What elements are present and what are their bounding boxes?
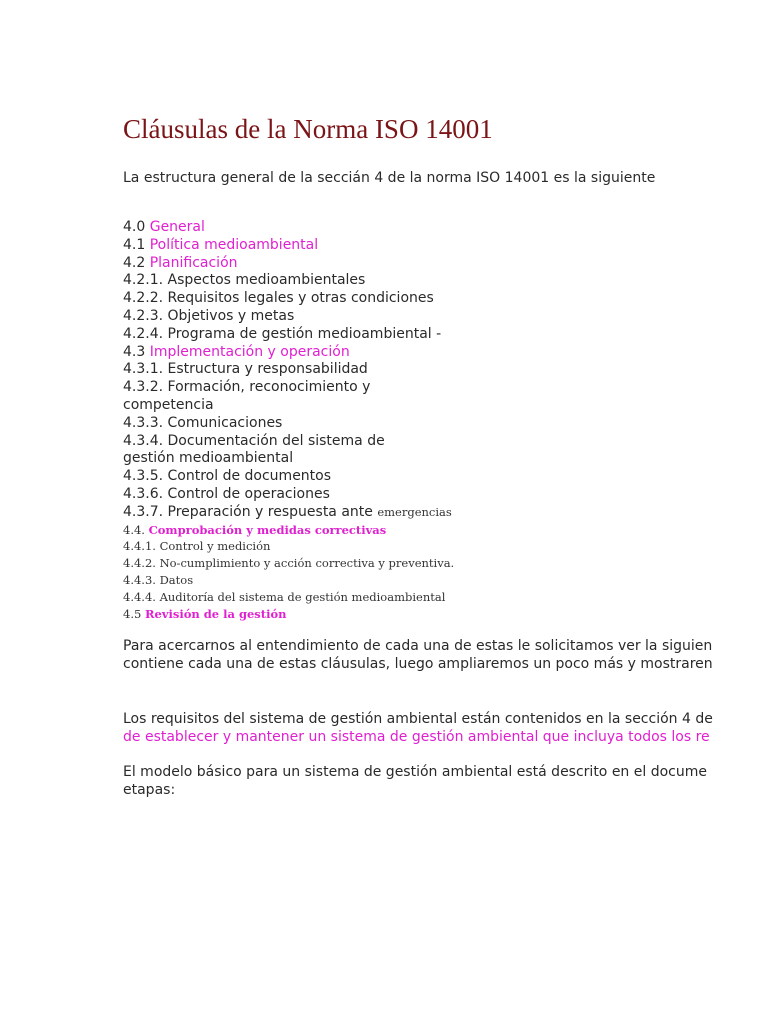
clause-heading: Política medioambiental <box>149 236 319 253</box>
clause-4-4 <box>123 522 483 539</box>
clause-4-4-3: 4.4.3. Datos <box>123 572 194 587</box>
clause-4-3-4: 4.3.4. Documentación del sistema de gestión medioambiental <box>123 432 385 467</box>
paragraph-line: Para acercarnos al entendimiento de cada una de estas le solicitamos ver la siguien <box>123 638 713 654</box>
intro-text: La estructura general de la seccián 4 de la norma ISO 14001 es la siguiente <box>123 170 656 186</box>
paragraph-model <box>123 763 707 799</box>
clause-4-5 <box>123 606 483 623</box>
clause-number: 4.5 <box>123 606 145 621</box>
clause-4-3-6: 4.3.6. Control de operaciones <box>123 485 330 502</box>
document-title: Cláusulas de la Norma ISO 14001 <box>123 114 493 144</box>
clause-4-3 <box>123 344 483 362</box>
clause-heading: Implementación y operación <box>149 343 350 360</box>
clause-4-2-2: 4.2.2. Requisitos legales y otras condiciones <box>123 290 434 307</box>
clause-4-0 <box>123 219 483 237</box>
clause-4-3-2: 4.3.2. Formación, reconocimiento y competencia <box>123 379 371 413</box>
clause-4-4-4: 4.4.4. Auditoría del sistema de gestión medioambiental <box>123 589 446 604</box>
clause-4-2-3: 4.2.3. Objetivos y metas <box>123 307 295 324</box>
clause-number: 4.4. <box>123 522 149 537</box>
clause-4-2-1: 4.2.1. Aspectos medioambientales <box>123 272 366 289</box>
clause-4-3-3: 4.3.3. Comunicaciones <box>123 414 283 431</box>
clause-4-3-5: 4.3.5. Control de documentos <box>123 468 332 485</box>
paragraph-line: Los requisitos del sistema de gestión ambiental están contenidos en la sección 4 de <box>123 711 713 727</box>
clause-4-4-2: 4.4.2. No-cumplimiento y acción correctiva y preventiva. <box>123 556 455 571</box>
paragraph-highlight-line: de establecer y mantener un sistema de gestión ambiental que incluya todos los re <box>123 729 710 745</box>
paragraph-line: contiene cada una de estas cláusulas, luego ampliaremos un poco más y mostraren <box>123 656 713 672</box>
clause-suffix: emergencias <box>377 504 452 519</box>
paragraph-requirements <box>123 710 713 746</box>
clause-4-4-1: 4.4.1. Control y medición <box>123 539 271 554</box>
clause-list <box>123 219 483 622</box>
clause-heading: Revisión de la gestión <box>144 606 287 621</box>
clause-4-2-4: 4.2.4. Programa de gestión medioambiental - <box>123 325 442 342</box>
clause-number: 4.2 <box>123 254 150 271</box>
paragraph-line: etapas: <box>123 782 176 798</box>
clause-heading: Planificación <box>149 254 238 271</box>
clause-4-3-7 <box>123 504 483 522</box>
clause-heading: General <box>149 219 205 235</box>
paragraph-line: El modelo básico para un sistema de gestión ambiental está descrito en el docume <box>123 764 707 780</box>
clause-number: 4.1 <box>123 236 150 253</box>
clause-4-1 <box>123 237 483 255</box>
clause-4-3-1: 4.3.1. Estructura y responsabilidad <box>123 361 368 378</box>
paragraph-approach <box>123 637 713 673</box>
clause-text: 4.3.7. Preparación y respuesta ante <box>123 503 378 520</box>
clause-heading: Comprobación y medidas correctivas <box>148 522 387 537</box>
clause-4-2 <box>123 255 483 273</box>
clause-number: 4.3 <box>123 343 150 360</box>
clause-number: 4.0 <box>123 219 150 235</box>
